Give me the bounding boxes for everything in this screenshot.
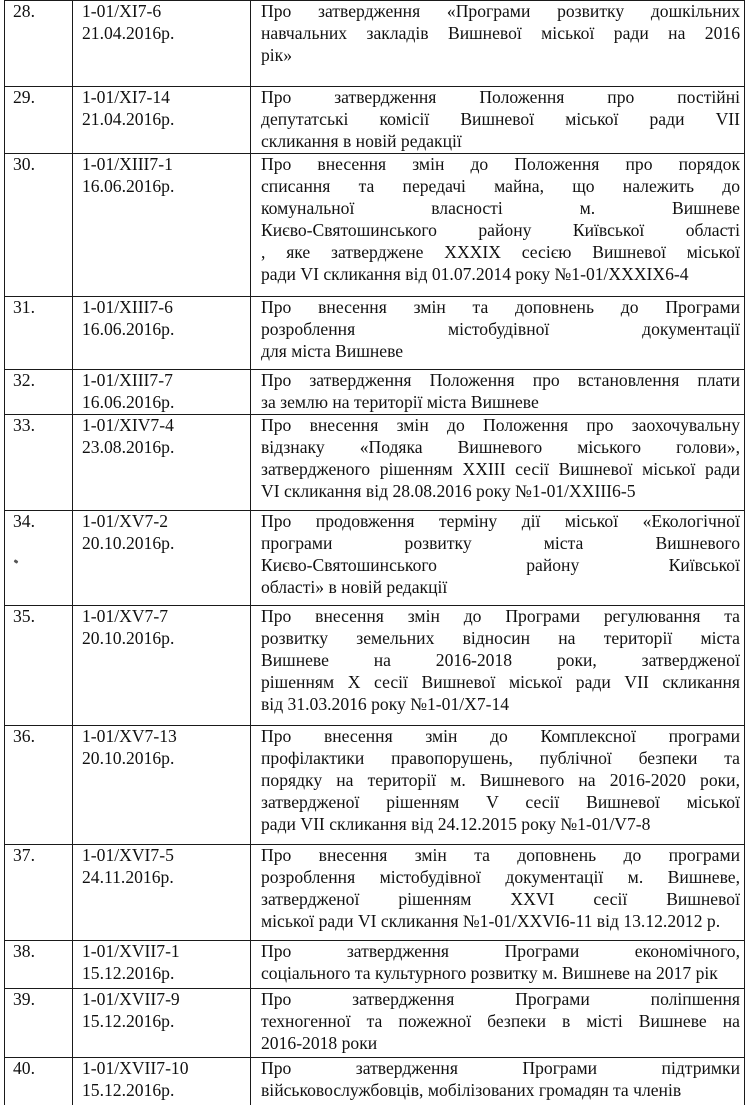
decision-code: 1-01/XVII7-10 (82, 1058, 189, 1078)
table-row (5, 606, 745, 726)
table-row (5, 845, 745, 941)
decision-title-line: техногенної та пожежної безпеки в місті Вишневе на (261, 1010, 740, 1031)
row-number: 33. (13, 415, 35, 435)
row-number: 37. (13, 845, 35, 865)
table-row (5, 415, 745, 511)
table-row (5, 511, 745, 606)
decision-title-cell (251, 370, 745, 415)
decision-title-line: міської ради VI скликання №1-01/XXVI6-11 від 13.12.2012 р. (261, 910, 721, 931)
decisions-table-body (5, 1, 745, 1105)
decision-code: 1-01/XI7-14 (82, 87, 170, 107)
decision-title-line: , яке затверджене XXXIX сесією Вишневої міської (261, 241, 740, 262)
decision-date: 15.12.2016р. (82, 1010, 175, 1031)
row-number: 39. (13, 989, 35, 1009)
decision-title-line: Про продовження терміну дії міської «Екологічної (261, 511, 740, 531)
registration-cell (73, 154, 251, 297)
decision-date: 20.10.2016р. (82, 532, 175, 553)
decision-date: 16.06.2016р. (82, 175, 175, 196)
decision-title-line: затвердженого рішенням XXIII сесії Вишневої міської ради (261, 458, 740, 479)
row-number-cell (5, 606, 73, 726)
decision-title (261, 415, 740, 503)
decision-title-line: Про внесення змін та доповнень до Програми (261, 297, 740, 317)
row-number: 30. (13, 154, 35, 174)
registration-cell (73, 726, 251, 845)
decision-date: 21.04.2016р. (82, 108, 175, 129)
table-row (5, 297, 745, 370)
registration-cell (73, 606, 251, 726)
table-row (5, 941, 745, 989)
decision-title-line: розроблення містобудівної документації м. Вишневе, (261, 866, 740, 887)
decision-title-cell (251, 726, 745, 845)
registration-cell (73, 845, 251, 941)
decision-title-line: рік» (261, 44, 293, 65)
decision-title-line: Про затвердження Програми підтримки (261, 1058, 740, 1078)
decision-title-line: Про внесення змін та доповнень до програми (261, 845, 740, 865)
decision-code: 1-01/XVII7-9 (82, 989, 180, 1009)
decision-code: 1-01/XIV7-4 (82, 415, 174, 435)
row-number-cell (5, 1, 73, 87)
decision-title (261, 989, 740, 1055)
decision-title-line: розвитку земельних відносин на території міста (261, 627, 740, 648)
decision-date: 16.06.2016р. (82, 391, 175, 412)
decision-title-line: програми розвитку міста Вишневого (261, 532, 740, 553)
row-number-cell (5, 1058, 73, 1105)
decision-title-line: комунальної власності м. Вишневе (261, 197, 740, 218)
decision-title (261, 87, 740, 153)
decision-title-line: скликання в новій редакції (261, 130, 462, 151)
row-number: 29. (13, 87, 35, 107)
decision-code: 1-01/XIII7-1 (82, 154, 173, 174)
decision-date: 23.08.2016р. (82, 436, 175, 457)
decision-date: 15.12.2016р. (82, 962, 175, 983)
decision-title-line: області» в новій редакції (261, 576, 448, 597)
row-number: 40. (13, 1058, 35, 1078)
row-number-cell (5, 415, 73, 511)
decision-title-line: відзнаку «Подяка Вишневого міського голови», (261, 436, 740, 457)
row-number-cell (5, 370, 73, 415)
decision-title-cell (251, 1, 745, 87)
decision-title-cell (251, 941, 745, 989)
decision-title-line: списання та передачі майна, що належить до (261, 175, 740, 196)
decision-code: 1-01/XI7-6 (82, 1, 162, 21)
decision-code: 1-01/XV7-7 (82, 606, 169, 626)
registration-cell (73, 989, 251, 1058)
table-row (5, 154, 745, 297)
registration-cell (73, 415, 251, 511)
decision-title-line: ради VII скликання від 24.12.2015 року №1-01/V7-8 (261, 813, 651, 834)
registration-cell (73, 1058, 251, 1105)
decision-title-line: Вишневе на 2016-2018 роки, затвердженої (261, 649, 740, 670)
decision-code: 1-01/XIII7-7 (82, 370, 173, 390)
decision-title (261, 845, 740, 933)
decision-title-line: від 31.03.2016 року №1-01/X7-14 (261, 693, 510, 714)
decision-title (261, 511, 740, 599)
decisions-table (4, 0, 745, 1105)
decision-title-line: Про внесення змін до Положення про заохочувальну (261, 415, 740, 435)
table-row (5, 1058, 745, 1105)
decision-date: 20.10.2016р. (82, 747, 175, 768)
row-number: 35. (13, 606, 35, 626)
decision-date: 21.04.2016р. (82, 22, 175, 43)
table-row (5, 87, 745, 154)
decision-title (261, 297, 740, 363)
decision-title-line: 2016-2018 роки (261, 1032, 378, 1053)
decision-title (261, 726, 740, 836)
row-number-cell (5, 297, 73, 370)
registration-cell (73, 1, 251, 87)
decision-title (261, 606, 740, 716)
row-number-cell (5, 845, 73, 941)
registration-cell (73, 87, 251, 154)
decision-title-line: Про затвердження Положення про постійні (261, 87, 740, 107)
decision-title-cell (251, 989, 745, 1058)
decision-title-line: Про внесення змін до Комплексної програми (261, 726, 740, 746)
decision-title-cell (251, 297, 745, 370)
decision-title-cell (251, 606, 745, 726)
row-number-cell (5, 154, 73, 297)
table-row (5, 989, 745, 1058)
row-number-cell (5, 87, 73, 154)
decision-title-line: ради VI скликання від 01.07.2014 року №1-01/XXXIX6-4 (261, 263, 689, 284)
decision-title-line: затвердженої рішенням XXVI сесії Вишневої (261, 888, 740, 909)
decision-title-line: депутатські комісії Вишневої міської ради VII (261, 108, 740, 129)
decision-title-line: порядку на території м. Вишневого на 2016-2020 роки, (261, 769, 740, 790)
decision-title-line: Про затвердження Програми економічного, (261, 941, 740, 961)
row-number: 38. (13, 941, 35, 961)
decision-title-line: для міста Вишневе (261, 340, 404, 361)
table-row (5, 1, 745, 87)
row-number: 32. (13, 370, 35, 390)
decision-title-line: VI скликання від 28.08.2016 року №1-01/XXIII6-5 (261, 480, 636, 501)
decision-code: 1-01/XVI7-5 (82, 845, 174, 865)
row-number: 28. (13, 1, 35, 21)
decision-title-cell (251, 845, 745, 941)
decision-title-line: Про затвердження Програми поліпшення (261, 989, 740, 1009)
decision-title-line: Про затвердження «Програми розвитку дошкільних (261, 1, 740, 21)
table-row (5, 370, 745, 415)
decision-title-line: навчальних закладів Вишневої міської ради на 2016 (261, 22, 740, 43)
registration-cell (73, 511, 251, 606)
decision-title-line: розроблення містобудівної документації (261, 318, 740, 339)
decision-title-line: військовослужбовців, мобілізованих громадян та членів (261, 1079, 682, 1100)
decision-title (261, 1058, 740, 1102)
decision-title-cell (251, 1058, 745, 1105)
decision-date: 16.06.2016р. (82, 318, 175, 339)
decision-code: 1-01/XVII7-1 (82, 941, 180, 961)
decision-title-line: затвердженої рішенням V сесії Вишневої міської (261, 791, 740, 812)
decision-title-line: Києво-Святошинського району Київської (261, 554, 740, 575)
registration-cell (73, 370, 251, 415)
decision-title-cell (251, 415, 745, 511)
decision-title-line: Києво-Святошинського району Київської області (261, 219, 740, 240)
row-number-cell (5, 989, 73, 1058)
decision-title-line: профілактики правопорушень, публічної безпеки та (261, 747, 740, 768)
decision-date: 15.12.2016р. (82, 1079, 175, 1100)
decision-code: 1-01/XIII7-6 (82, 297, 173, 317)
row-number-cell (5, 726, 73, 845)
decision-title (261, 1, 740, 67)
decision-date: 20.10.2016р. (82, 627, 175, 648)
decision-code: 1-01/XV7-13 (82, 726, 177, 746)
decision-title-line: Про затвердження Положення про встановлення плати (261, 370, 740, 390)
decision-title (261, 370, 740, 414)
registration-cell (73, 297, 251, 370)
decision-title-line: за землю на території міста Вишневе (261, 391, 539, 412)
decision-title-cell (251, 154, 745, 297)
decision-title-line: соціального та культурного розвитку м. Вишневе на 2017 рік (261, 962, 718, 983)
row-number: 34. (13, 511, 35, 531)
table-row (5, 726, 745, 845)
row-number-cell (5, 941, 73, 989)
decision-title-line: Про внесення змін до Положення про порядок (261, 154, 740, 174)
decision-date: 24.11.2016р. (82, 866, 174, 887)
decision-title-line: Про внесення змін до Програми регулювання та (261, 606, 740, 626)
decision-title-line: рішенням X сесії Вишневої міської ради VII скликання (261, 671, 740, 692)
decision-title-cell (251, 511, 745, 606)
row-number-cell (5, 511, 73, 606)
decision-title (261, 154, 740, 285)
registration-cell (73, 941, 251, 989)
row-number: 31. (13, 297, 35, 317)
decision-title (261, 941, 740, 985)
row-number: 36. (13, 726, 35, 746)
decision-title-cell (251, 87, 745, 154)
decision-code: 1-01/XV7-2 (82, 511, 169, 531)
